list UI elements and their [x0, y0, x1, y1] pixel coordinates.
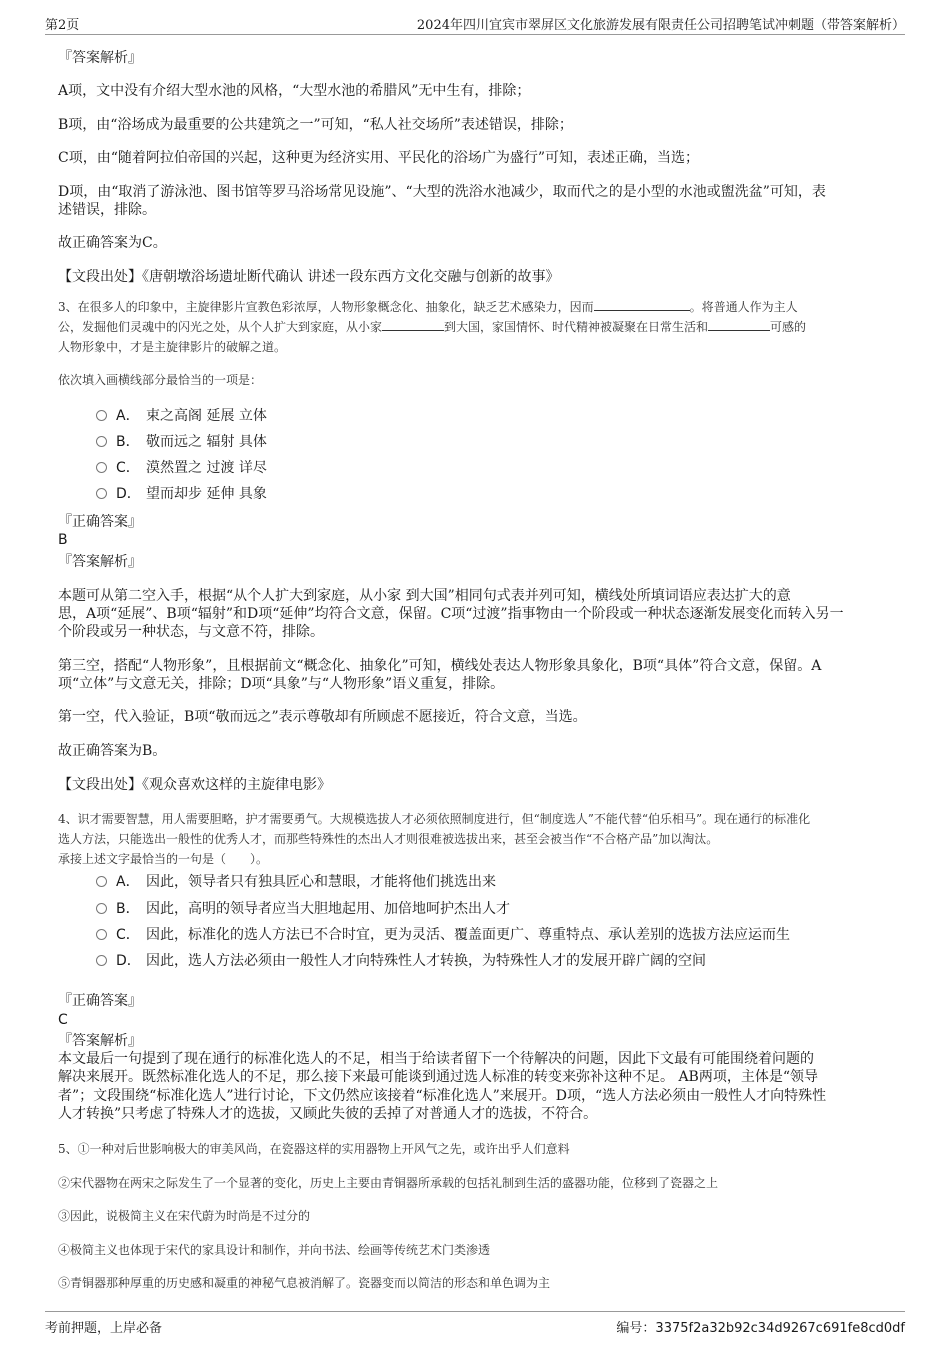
- q5-sentence-3: ③因此，说极简主义在宋代蔚为时尚是不过分的: [58, 1209, 311, 1223]
- page-number: 第2页: [45, 18, 80, 33]
- q3-analysis-p1-line1: 本题可从第二空入手，根据“从个人扩大到家庭，从小家 到大国”相同句式表并列可知，横线处所填词语应表达扩大的意: [58, 588, 791, 604]
- document-id: 编号：3375f2a32b92c34d9267c691fe8cd0df: [616, 1321, 905, 1336]
- q4-analysis-line3: 者”；文段围绕“标准化选人”进行讨论，下文仍然应该接着“标准化选人”来展开。D项，“选人方法必须由一般性人才向特殊性: [58, 1088, 827, 1104]
- q3-prompt: 依次填入画横线部分最恰当的一项是：: [58, 373, 263, 387]
- q4-stem-line2: 选人方法，只能选出一般性的优秀人才，而那些特殊性的杰出人才则很难被选拔出来，甚至会被当作“不合格产品”加以淘汰。: [58, 832, 719, 846]
- page-footer: [45, 1311, 905, 1337]
- fill-blank-3: [708, 318, 770, 331]
- footer-slogan: 考前押题，上岸必备: [45, 1321, 163, 1336]
- q4-analysis-line2: 解决来展开。既然标准化选人的不足，那么接下来最可能谈到通过选人标准的转变来弥补这种不足。 AB两项，主体是“领导: [58, 1069, 819, 1085]
- source-citation: 【文段出处】《唐朝墩浴场遗址断代确认 讲述一段东西方文化交融与创新的故事》: [58, 269, 560, 285]
- q3-option-c[interactable]: C． 漠然置之 过渡 详尽: [96, 458, 267, 478]
- q5-sentence-5: ⑤青铜器那种厚重的历史感和凝重的神秘气息被消解了。瓷器变而以简洁的形态和单色调为主: [58, 1276, 551, 1290]
- analysis-option-d-line1: D项，由“取消了游泳池、图书馆等罗马浴场常见设施”、“大型的洗浴水池减少，取而代之的是小型的水池或盥洗盆”可知，表: [58, 184, 826, 200]
- q4-option-c[interactable]: C． 因此，标准化的选人方法已不合时宜，更为灵活、覆盖面更广、尊重特点、承认差别的选拔方法应运而生: [96, 925, 790, 945]
- correct-answer-label: 『正确答案』: [58, 993, 142, 1009]
- conclusion: 故正确答案为B。: [58, 743, 167, 759]
- source-citation: 【文段出处】《观众喜欢这样的主旋律电影》: [58, 777, 331, 793]
- q3-stem-line2: 公，发掘他们灵魂中的闪光之处，从个人扩大到家庭，从小家 到大国，家国情怀、时代精神被凝聚在日常生活和 可感的: [58, 320, 807, 334]
- analysis-option-d-line2: 述错误，排除。: [58, 202, 156, 218]
- radio-button[interactable]: [96, 436, 107, 447]
- q3-option-a[interactable]: A． 束之高阁 延展 立体: [96, 406, 267, 426]
- conclusion: 故正确答案为C。: [58, 235, 167, 251]
- q3-analysis-p2-line1: 第三空，搭配“人物形象”，且根据前文“概念化、抽象化”可知，横线处表达人物形象具象化，B项“具体”符合文意，保留。A: [58, 658, 822, 674]
- q4-option-b[interactable]: B． 因此，高明的领导者应当大胆地起用、加倍地呵护杰出人才: [96, 899, 510, 919]
- page-header: [45, 14, 905, 35]
- radio-button[interactable]: [96, 955, 107, 966]
- document-title: 2024年四川宜宾市翠屏区文化旅游发展有限责任公司招聘笔试冲刺题（带答案解析）: [416, 18, 905, 33]
- q3-stem-line3: 人物形象中，才是主旋律影片的破解之道。: [58, 340, 287, 354]
- q5-sentence-2: ②宋代器物在两宋之际发生了一个显著的变化，历史上主要由青铜器所承载的包括礼制到生活的盛器功能，位移到了瓷器之上: [58, 1176, 719, 1190]
- correct-answer: C: [58, 1012, 68, 1028]
- q4-option-a[interactable]: A． 因此，领导者只有独具匠心和慧眼，才能将他们挑选出来: [96, 872, 496, 892]
- analysis-label: 『答案解析』: [58, 50, 142, 66]
- q3-analysis-p3: 第一空，代入验证，B项“敬而远之”表示尊敬却有所顾虑不愿接近，符合文意，当选。: [58, 709, 587, 725]
- q3-analysis-p1-line2: 思，A项“延展”、B项“辐射”和D项“延伸”均符合文意，保留。C项“过渡”指事物由一个阶段或一种状态逐渐发展变化而转入另一: [58, 606, 844, 622]
- analysis-option-a: A项，文中没有介绍大型水池的风格，“大型水池的希腊风”无中生有，排除；: [58, 83, 531, 99]
- fill-blank-1: [594, 298, 690, 311]
- analysis-label: 『答案解析』: [58, 1033, 142, 1049]
- correct-answer-label: 『正确答案』: [58, 514, 142, 530]
- q3-option-b[interactable]: B． 敬而远之 辐射 具体: [96, 432, 267, 452]
- analysis-option-b: B项，由“浴场成为最重要的公共建筑之一”可知，“私人社交场所”表述错误，排除；: [58, 117, 573, 133]
- q5-sentence-4: ④极简主义也体现于宋代的家具设计和制作，并向书法、绘画等传统艺术门类渗透: [58, 1243, 491, 1257]
- analysis-option-c: C项，由“随着阿拉伯帝国的兴起，这种更为经济实用、平民化的浴场广为盛行”可知，表述正确，当选；: [58, 150, 700, 166]
- q3-analysis-p2-line2: 项“立体”与文意无关，排除；D项“具象”与“人物形象”语义重复，排除。: [58, 676, 505, 692]
- q5-sentence-1: 5、①一种对后世影响极大的审美风尚，在瓷器这样的实用器物上开风气之先，或许出乎人们意料: [58, 1142, 570, 1156]
- q3-option-d[interactable]: D． 望而却步 延伸 具象: [96, 484, 267, 504]
- q4-stem-line3: 承接上述文字最恰当的一句是（ ）。: [58, 852, 269, 866]
- radio-button[interactable]: [96, 410, 107, 421]
- q4-analysis-line1: 本文最后一句提到了现在通行的标准化选人的不足，相当于给读者留下一个待解决的问题，因此下文最有可能围绕着问题的: [58, 1051, 814, 1067]
- q3-stem-line1: 3、在很多人的印象中，主旋律影片宣教色彩浓厚，人物形象概念化、抽象化，缺乏艺术感染力，因而 。将普通人作为主人: [58, 300, 798, 314]
- q3-analysis-p1-line3: 个阶段或另一种状态，与文意不符，排除。: [58, 624, 324, 640]
- fill-blank-2: [382, 318, 444, 331]
- q4-option-d[interactable]: D． 因此，选人方法必须由一般性人才向特殊性人才转换，为特殊性人才的发展开辟广阔的空间: [96, 951, 706, 971]
- q4-analysis-line4: 人才转换”只考虑了特殊人才的选拔，又顾此失彼的丢掉了对普通人才的选拔，不符合。: [58, 1106, 598, 1122]
- radio-button[interactable]: [96, 462, 107, 473]
- radio-button[interactable]: [96, 929, 107, 940]
- correct-answer: B: [58, 532, 68, 548]
- radio-button[interactable]: [96, 903, 107, 914]
- radio-button[interactable]: [96, 488, 107, 499]
- q4-stem-line1: 4、识才需要智慧，用人需要胆略，护才需要勇气。大规模选拔人才必须依照制度进行，但“制度选人”不能代替“伯乐相马”。现在通行的标准化: [58, 812, 811, 826]
- analysis-label: 『答案解析』: [58, 554, 142, 570]
- radio-button[interactable]: [96, 876, 107, 887]
